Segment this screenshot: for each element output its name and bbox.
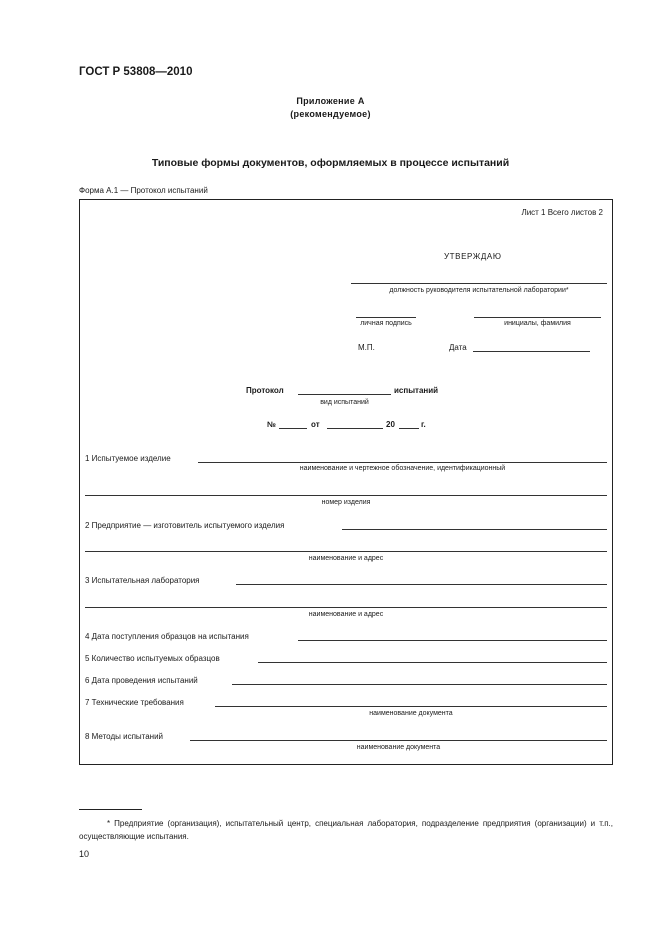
protocol-prefix: Протокол [246,386,284,395]
page-number: 10 [79,849,90,859]
date-label: Дата [449,343,467,352]
item5-line [258,662,607,663]
position-line [351,283,607,284]
signature-caption: личная подпись [360,320,412,327]
item5-label: 5 Количество испытуемых образцов [85,654,220,663]
year-suffix: г. [421,420,426,429]
item2-label: 2 Предприятие — изготовитель испытуемого изделия [85,521,285,530]
item1-caption2: номер изделия [321,499,371,506]
item1-caption: наименование и чертежное обозначение, идентификационный [299,465,506,472]
protocol-form-frame [79,199,613,765]
item3-label: 3 Испытательная лаборатория [85,576,200,585]
initials-line [474,317,601,318]
form-label: Форма А.1 — Протокол испытаний [79,186,208,195]
item8-label: 8 Методы испытаний [85,732,164,741]
item2-caption: наименование и адрес [308,555,384,562]
year-line [399,428,419,429]
annex-status: (рекомендуемое) [290,109,371,119]
item4-line [298,640,607,641]
initials-caption: инициалы, фамилия [504,320,571,327]
item2-line [342,529,607,530]
annex-heading [0,95,661,121]
item2-line2 [85,551,607,552]
protocol-suffix: испытаний [394,386,439,395]
number-label: № [267,420,276,429]
item7-caption: наименование документа [369,710,453,717]
annex-title: Приложение А [296,96,365,106]
item6-label: 6 Дата проведения испытаний [85,676,198,685]
item6-line [232,684,607,685]
item3-line [236,584,607,585]
year-prefix: 20 [386,420,395,429]
number-line [279,428,307,429]
protocol-date-line [327,428,383,429]
from-label: от [311,420,320,429]
item3-line2 [85,607,607,608]
sheet-info: Лист 1 Всего листов 2 [521,208,603,217]
approve-label: УТВЕРЖДАЮ [444,252,502,261]
item8-line [190,740,607,741]
item1-line [198,462,607,463]
item7-label: 7 Технические требования [85,698,184,707]
item4-label: 4 Дата поступления образцов на испытания [85,632,249,641]
approve-date-line [473,351,590,352]
signature-line [356,317,416,318]
section-title: Типовые формы документов, оформляемых в процессе испытаний [151,157,510,169]
item8-caption: наименование документа [356,744,441,751]
item7-line [215,706,607,707]
stamp-label: М.П. [358,343,375,352]
position-caption: должность руководителя испытательной лаборатории* [389,287,569,294]
footnote-separator [79,809,142,810]
test-type-line [298,394,391,395]
item3-caption: наименование и адрес [308,611,384,618]
standard-header: ГОСТ Р 53808—2010 [79,66,193,78]
test-type-caption: вид испытаний [320,399,369,406]
footnote: * Предприятие (организация), испытательный центр, специальная лаборатория, подразделение предприятия (организации) и т.п., осуществляющие испытания. [79,819,613,841]
item1-label: 1 Испытуемое изделие [85,454,171,463]
item1-line2 [85,495,607,496]
